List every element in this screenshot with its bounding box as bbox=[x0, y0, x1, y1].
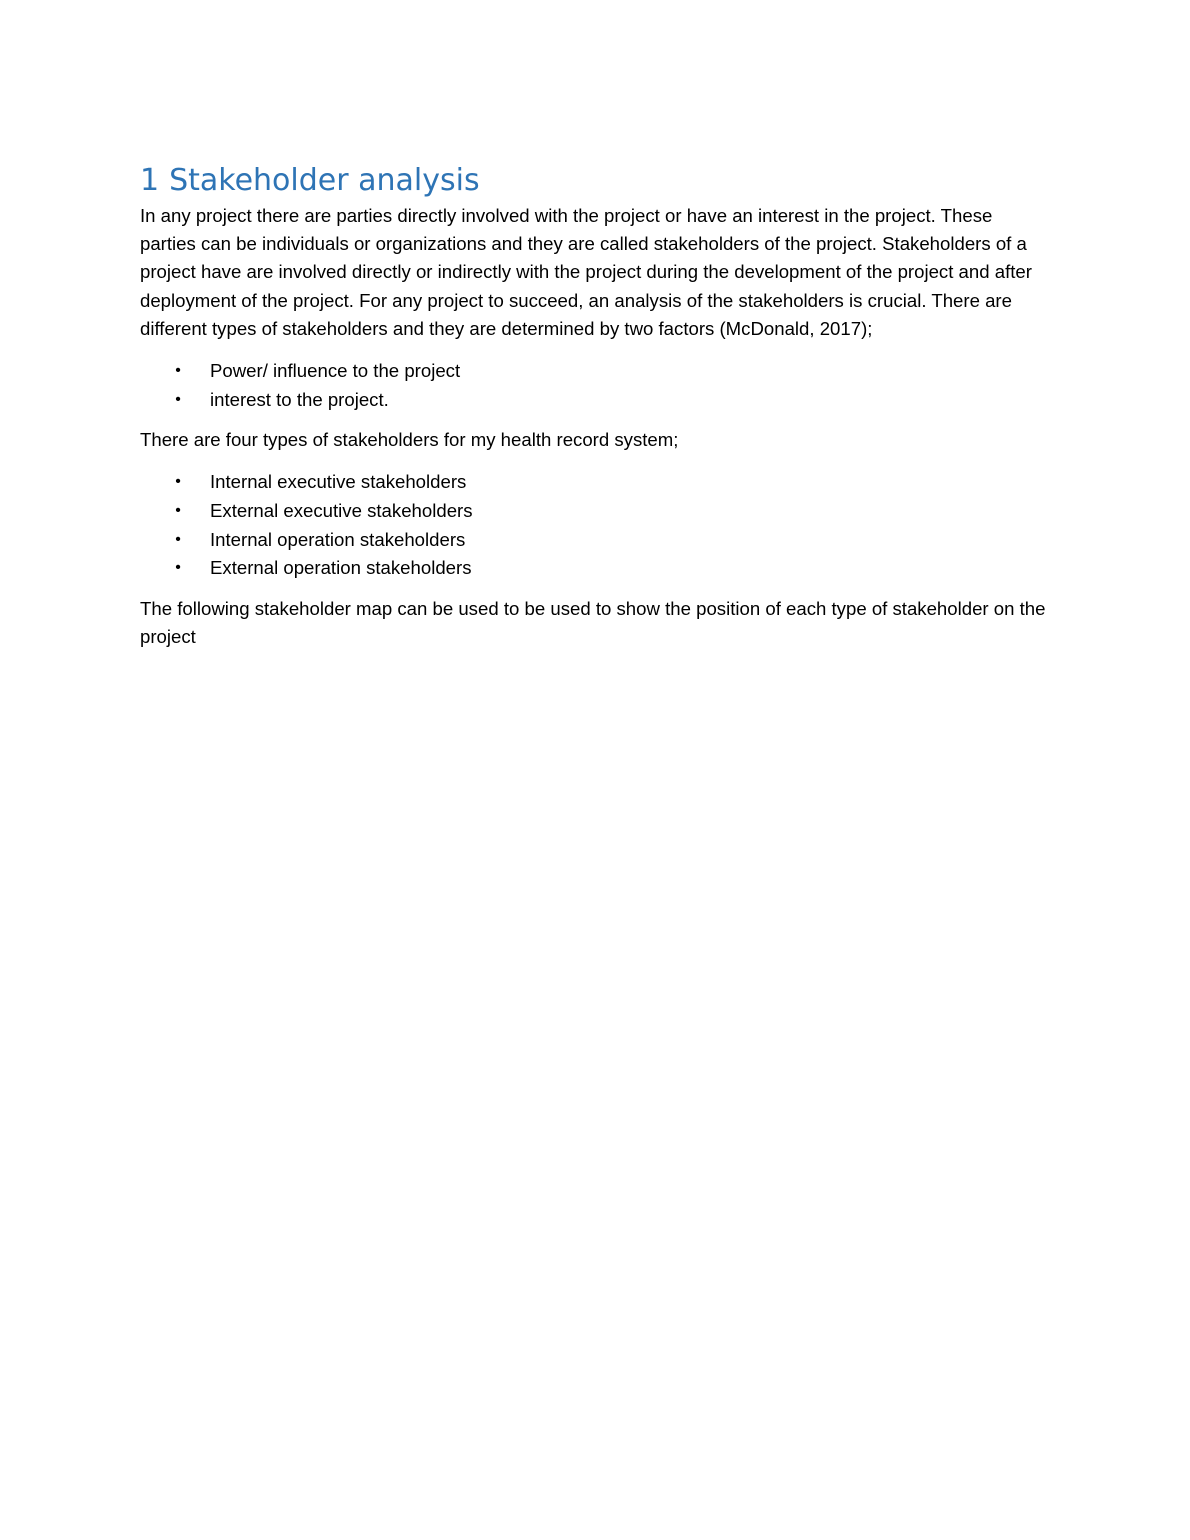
bullet-icon: • bbox=[175, 390, 181, 408]
list-item-text: Internal operation stakeholders bbox=[210, 528, 466, 550]
factors-list bbox=[140, 357, 1050, 414]
bullet-icon: • bbox=[175, 559, 181, 577]
list-item bbox=[140, 357, 1050, 386]
list-item-text: External operation stakeholders bbox=[210, 557, 472, 579]
list-item-text: interest to the project. bbox=[210, 388, 389, 410]
intro-paragraph: In any project there are parties directly involved with the project or have an interest in the project. These parties can be individuals or organizations and they are called stakeholders of the project. Stakeholders of a project have are involved directly or indirectly with the project during the development of the project and after deployment of the project. For any project to succeed, an analysis of the stakeholders is crucial. There are different types of stakeholders and they are determined by two factors (McDonald, 2017); bbox=[140, 205, 1032, 339]
closing-paragraph: The following stakeholder map can be used to be used to show the position of each type of stakeholder on the project bbox=[140, 597, 1046, 647]
section-title: Stakeholder analysis bbox=[169, 163, 480, 198]
types-intro-paragraph: There are four types of stakeholders for my health record system; bbox=[140, 429, 679, 451]
document-body bbox=[140, 160, 1050, 651]
list-item bbox=[140, 468, 1050, 497]
section-heading bbox=[140, 160, 1050, 202]
bullet-icon: • bbox=[175, 530, 181, 548]
bullet-icon: • bbox=[175, 362, 181, 380]
list-item-text: External executive stakeholders bbox=[210, 500, 473, 521]
section-number: 1 bbox=[140, 163, 160, 198]
list-item bbox=[140, 386, 1050, 415]
bullet-icon: • bbox=[175, 473, 181, 491]
list-item bbox=[140, 554, 1050, 583]
list-item-text: Power/ influence to the project bbox=[210, 360, 461, 382]
list-item bbox=[140, 526, 1050, 555]
stakeholder-types-list bbox=[140, 468, 1050, 582]
bullet-icon: • bbox=[175, 502, 181, 519]
list-item-text: Internal executive stakeholders bbox=[210, 471, 467, 493]
list-item bbox=[140, 497, 1050, 526]
